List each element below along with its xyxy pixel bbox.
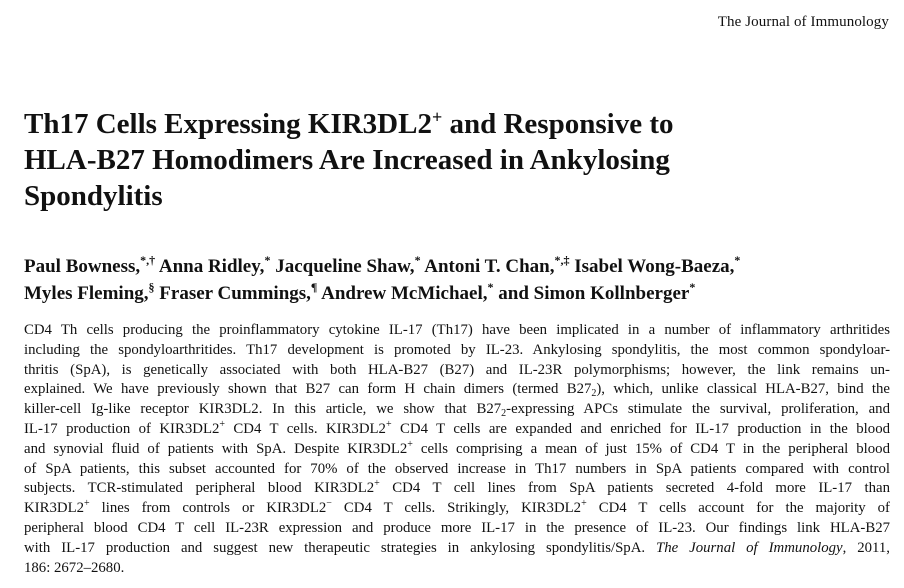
author-name: and Simon Kollnberger	[498, 283, 690, 304]
abstract-text: CD4 T cell lines from SpA patients secreted 4-fold more IL-17 than	[379, 480, 890, 497]
author-affiliation-mark: *	[414, 253, 421, 267]
abstract-superscript: +	[84, 498, 90, 510]
abstract-text: CD4 T cells. KIR3DL2	[225, 420, 386, 437]
abstract-line	[24, 321, 890, 341]
abstract-subscript: 2	[591, 388, 597, 400]
author-name: Myles Fleming,	[24, 283, 149, 304]
author-name: Jacqueline Shaw,	[275, 256, 415, 277]
abstract-line	[24, 460, 890, 480]
title-line-2: HLA-B27 Homodimers Are Increased in Ankylosing	[24, 144, 670, 176]
abstract	[24, 321, 890, 578]
abstract-superscript: −	[326, 498, 332, 510]
abstract-line	[24, 380, 890, 400]
author-name: Paul Bowness,	[24, 256, 141, 277]
author-affiliation-mark: ¶	[310, 280, 318, 294]
article-title	[24, 106, 884, 214]
abstract-line	[24, 539, 890, 559]
abstract-subscript: 2	[501, 408, 507, 420]
abstract-text: and synovial fluid of patients with SpA. Despite KIR3DL2	[24, 440, 408, 457]
abstract-text: -expressing APCs stimulate the survival, proliferation, and	[506, 401, 890, 418]
abstract-line	[24, 519, 890, 539]
abstract-line	[24, 341, 890, 361]
title-line-3: Spondylitis	[24, 180, 163, 212]
author-list	[24, 253, 894, 307]
abstract-text: including the spondyloarthritides. Th17 development is promoted by IL-23. Ankylosing spondylitis, the most common spondyloar-	[24, 341, 890, 358]
author-name: Anna Ridley,	[158, 256, 265, 277]
abstract-line	[24, 499, 890, 519]
abstract-line	[24, 400, 890, 420]
abstract-text: CD4 T cells account for the majority of	[586, 500, 890, 517]
abstract-text: IL-17 production of KIR3DL2	[24, 420, 220, 437]
title-part-1: Th17 Cells Expressing KIR3DL2	[24, 108, 432, 140]
journal-name: The Journal of Immunology	[717, 14, 889, 30]
abstract-text: with IL-17 production and suggest new therapeutic strategies in ankylosing spondylitis/SpA.	[24, 539, 657, 556]
abstract-text: of SpA patients, this subset accounted for 70% of the observed increase in Th17 numbers in SpA patients compared with control	[24, 460, 890, 477]
author-affiliation-mark: *,†	[140, 253, 156, 267]
abstract-text: 186: 2672–2680.	[24, 559, 125, 576]
abstract-text: CD4 T cells are expanded and enriched for IL-17 production in the blood	[391, 420, 890, 437]
author-name: Andrew McMichael,	[321, 283, 488, 304]
author-affiliation-mark: *	[689, 280, 696, 294]
abstract-text: cells comprising a mean of just 15% of CD4 T in the peripheral blood	[412, 440, 890, 457]
author-affiliation-mark: *	[734, 253, 741, 267]
abstract-text: , 2011,	[842, 539, 890, 556]
abstract-line	[24, 479, 890, 499]
author-affiliation-mark: §	[148, 280, 155, 294]
abstract-text: CD4 T cells. Strikingly, KIR3DL2	[331, 500, 582, 517]
abstract-text: ), which, unlike classical HLA-B27, bind the	[596, 381, 890, 398]
author-affiliation-mark: *,‡	[554, 253, 570, 267]
abstract-text: lines from controls or KIR3DL2	[89, 500, 327, 517]
abstract-text: KIR3DL2	[24, 500, 85, 517]
author-name: Fraser Cummings,	[159, 283, 311, 304]
author-affiliation-mark: *	[264, 253, 271, 267]
abstract-text: explained. We have previously shown that B27 can form H chain dimers (termed B27	[24, 381, 592, 398]
journal-citation: The Journal of Immunology	[656, 539, 843, 556]
abstract-line	[24, 440, 890, 460]
abstract-superscript: +	[374, 478, 380, 490]
author-name: Antoni T. Chan,	[424, 256, 555, 277]
abstract-text: peripheral blood CD4 T cell IL-23R expression and produce more IL-17 in the presence of IL-23. Our findings link HLA-B27	[24, 519, 890, 536]
author-name: Isabel Wong-Baeza,	[574, 256, 735, 277]
abstract-superscript: +	[581, 498, 587, 510]
abstract-line	[24, 420, 890, 440]
author-affiliation-mark: *	[487, 280, 494, 294]
abstract-line	[24, 361, 890, 381]
abstract-line	[24, 559, 890, 579]
title-superscript: +	[431, 107, 443, 127]
abstract-text: CD4 Th cells producing the proinflammatory cytokine IL-17 (Th17) have been implicated in a number of inflammatory arthritides	[24, 322, 890, 338]
title-part-2: and Responsive to	[442, 108, 674, 140]
abstract-text: thritis (SpA), is genetically associated with both HLA-B27 (B27) and IL-23R polymorphisms; however, the link remains un-	[24, 361, 890, 378]
abstract-superscript: +	[385, 418, 392, 430]
abstract-superscript: +	[219, 418, 226, 430]
abstract-text: subjects. TCR-stimulated peripheral blood KIR3DL2	[24, 480, 375, 497]
abstract-superscript: +	[407, 438, 413, 450]
abstract-text: killer-cell Ig-like receptor KIR3DL2. In this article, we show that B27	[24, 401, 502, 418]
